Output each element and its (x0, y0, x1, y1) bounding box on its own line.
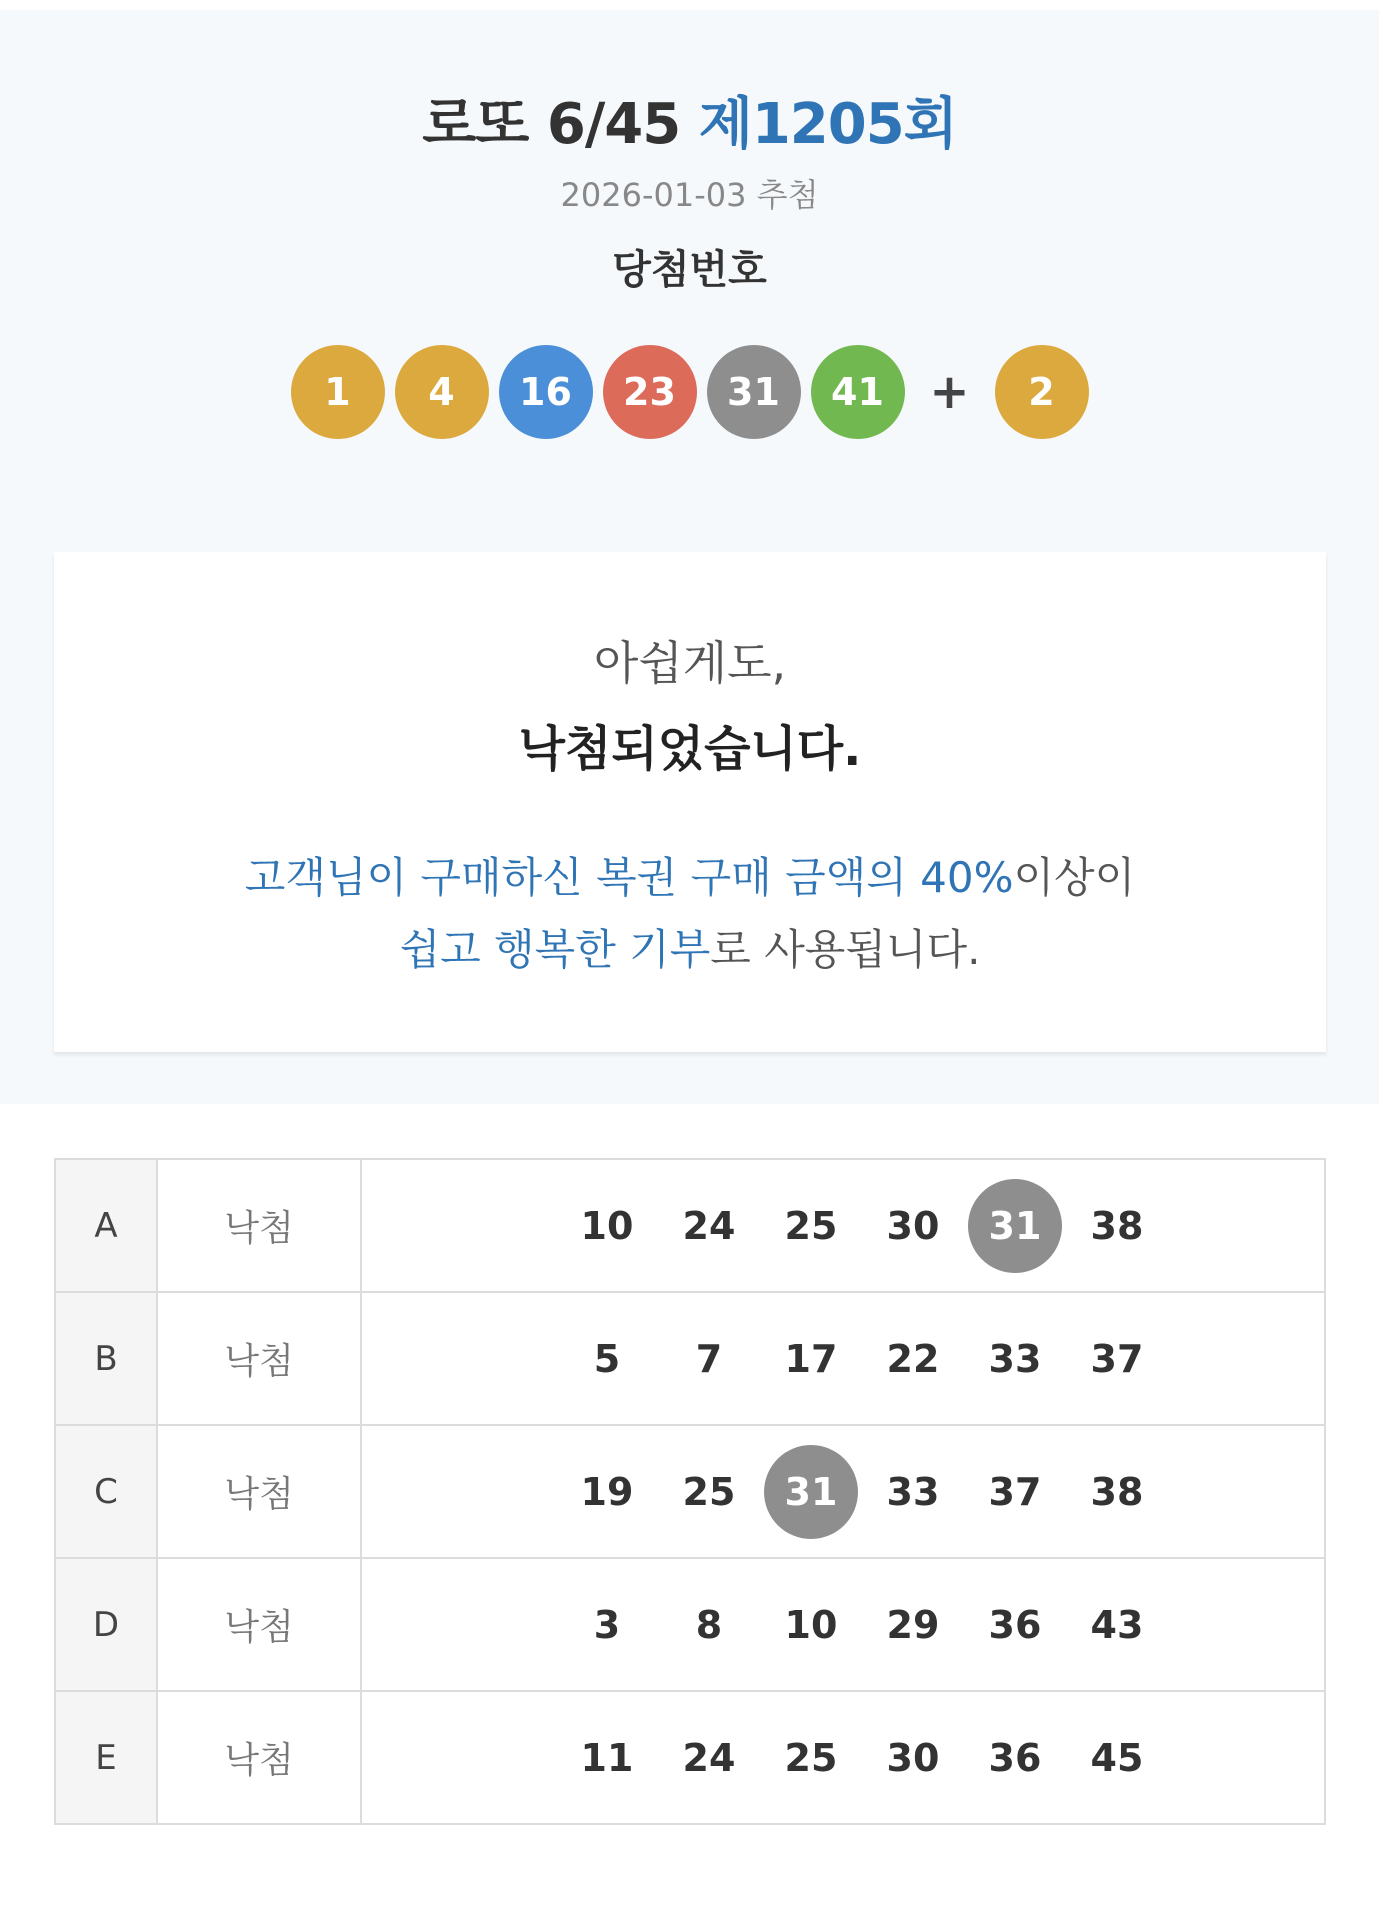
bonus-ball: 2 (995, 345, 1089, 439)
ticket-number: 17 (784, 1336, 838, 1381)
ticket-numbers (361, 1691, 1325, 1824)
ticket-label: E (55, 1691, 157, 1824)
title-game-name: 로또 6/45 (422, 92, 681, 157)
ticket-number: 33 (988, 1336, 1042, 1381)
donation-message-text: 로 사용됩니다. (710, 925, 981, 974)
ticket-number-matched: 31 (968, 1179, 1062, 1273)
ticket-number: 3 (593, 1602, 621, 1647)
ticket-number: 45 (1090, 1735, 1144, 1780)
ticket-number: 8 (695, 1602, 723, 1647)
donation-message-highlight: 쉽고 행복한 기부 (399, 925, 711, 974)
ticket-row (55, 1159, 1325, 1292)
ticket-number: 25 (784, 1735, 838, 1780)
winning-ball: 31 (707, 345, 801, 439)
winning-numbers (0, 345, 1379, 439)
ticket-number: 7 (695, 1336, 723, 1381)
winning-ball: 4 (395, 345, 489, 439)
ticket-label: D (55, 1558, 157, 1691)
winning-numbers-label: 당첨번호 (612, 247, 767, 293)
title-round: 제1205회 (698, 92, 957, 157)
ticket-row (55, 1691, 1325, 1824)
ticket-number: 11 (580, 1735, 634, 1780)
result-status-text: 낙첨되었습니다. (518, 721, 862, 777)
ticket-number: 10 (580, 1203, 634, 1248)
ticket-number: 25 (784, 1203, 838, 1248)
ticket-number: 38 (1090, 1469, 1144, 1514)
ticket-number: 38 (1090, 1203, 1144, 1248)
donation-message (54, 842, 1326, 986)
ticket-row (55, 1425, 1325, 1558)
ticket-number: 25 (682, 1469, 736, 1514)
ticket-number: 22 (886, 1336, 940, 1381)
page-title (0, 80, 1379, 160)
ticket-row (55, 1292, 1325, 1425)
ticket-number: 37 (988, 1469, 1042, 1514)
ticket-row (55, 1558, 1325, 1691)
result-intro-text: 아쉽게도, (593, 636, 787, 690)
winning-ball: 1 (291, 345, 385, 439)
ticket-table (54, 1158, 1326, 1825)
donation-message-highlight: 고객님이 구매하신 복권 구매 금액의 40% (244, 853, 1014, 902)
result-message-card (54, 552, 1326, 1052)
ticket-number: 24 (682, 1203, 736, 1248)
winning-ball: 16 (499, 345, 593, 439)
ticket-number: 29 (886, 1602, 940, 1647)
ticket-label: B (55, 1292, 157, 1425)
ticket-label: A (55, 1159, 157, 1292)
ticket-number: 30 (886, 1203, 940, 1248)
donation-message-text: 이상이 (1013, 853, 1136, 902)
ticket-status: 낙첨 (157, 1425, 361, 1558)
ticket-label: C (55, 1425, 157, 1558)
ticket-numbers (361, 1425, 1325, 1558)
winning-ball: 41 (811, 345, 905, 439)
ticket-numbers (361, 1159, 1325, 1292)
ticket-number: 30 (886, 1735, 940, 1780)
ticket-number: 10 (784, 1602, 838, 1647)
ticket-status: 낙첨 (157, 1292, 361, 1425)
ticket-number: 36 (988, 1735, 1042, 1780)
ticket-number: 5 (593, 1336, 621, 1381)
ticket-status: 낙첨 (157, 1159, 361, 1292)
ticket-numbers (361, 1292, 1325, 1425)
ticket-number-matched: 31 (764, 1445, 858, 1539)
ticket-number: 36 (988, 1602, 1042, 1647)
ticket-number: 24 (682, 1735, 736, 1780)
ticket-status: 낙첨 (157, 1558, 361, 1691)
ticket-number: 19 (580, 1469, 634, 1514)
winning-ball: 23 (603, 345, 697, 439)
ticket-status: 낙첨 (157, 1691, 361, 1824)
ticket-number: 43 (1090, 1602, 1144, 1647)
plus-sign: + (929, 364, 970, 420)
draw-date: 2026-01-03 추첨 (560, 176, 819, 214)
ticket-numbers (361, 1558, 1325, 1691)
ticket-number: 37 (1090, 1336, 1144, 1381)
ticket-number: 33 (886, 1469, 940, 1514)
